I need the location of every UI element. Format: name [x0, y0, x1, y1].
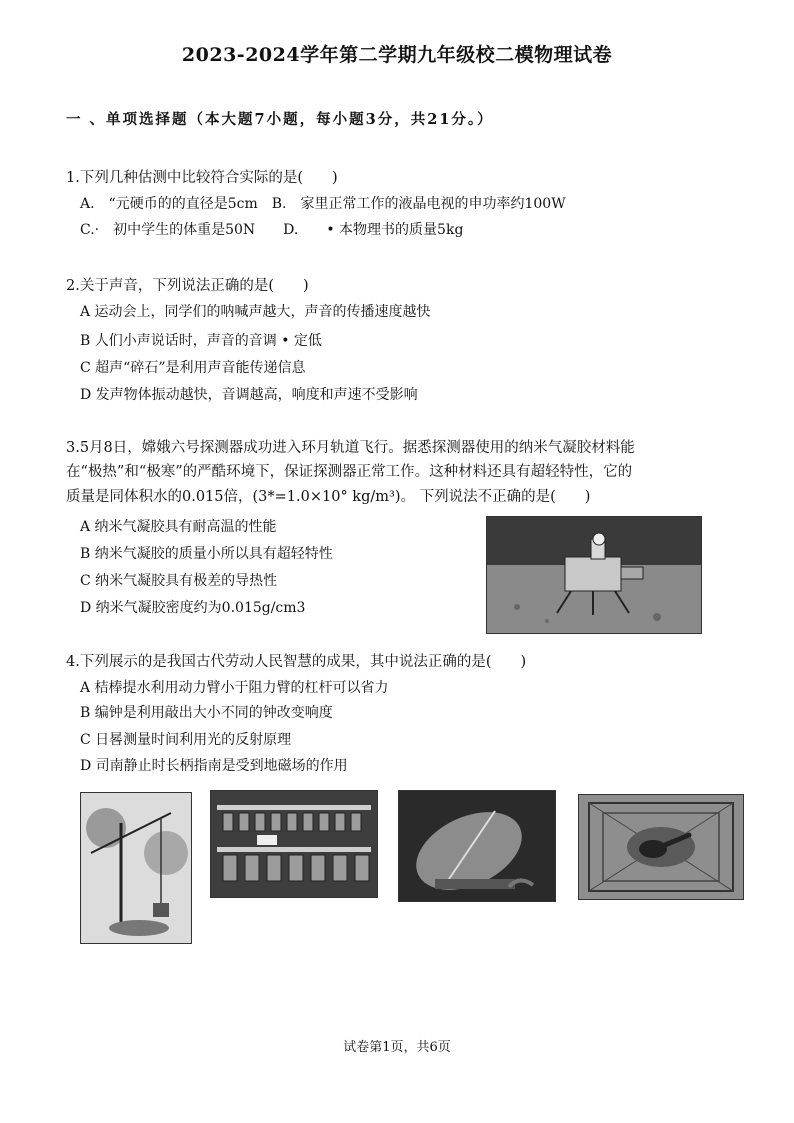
page-title: 2023-2024学年第二学期九年级校二模物理试卷 [181, 44, 613, 66]
question-3-option-a: A 纳米气凝胶具有耐高温的性能 [80, 519, 277, 535]
question-3-option-b: B 纳米气凝胶的质量小所以具有超轻特性 [80, 546, 333, 562]
page-footer: 试卷第1页，共6页 [343, 1040, 451, 1055]
lunar-probe-image [486, 516, 702, 634]
question-4-stem: 4.下列展示的是我国古代劳动人民智慧的成果，其中说法正确的是( ) [66, 654, 527, 670]
question-3-option-c: C 纳米气凝胶具有极差的导热性 [80, 573, 278, 589]
question-2-option-b: B 人们小声说话时，声音的音调 • 定低 [80, 333, 322, 349]
question-3-stem-line3: 质量是同体积水的0.015倍，(3*=1.0×10° kg/m³)。 下列说法不正确的是( ) [66, 489, 591, 505]
question-2-stem: 2.关于声音，下列说法正确的是( ) [66, 278, 309, 294]
sinan-compass-image [578, 794, 744, 900]
question-3-option-d: D 纳米气凝胶密度约为0.015g/cm3 [80, 600, 306, 616]
section-heading: 一 、单项选择题（本大题7小题，每小题3分，共21分。） [66, 111, 494, 128]
question-2-option-c: C 超声“碎石”是利用声音能传递信息 [80, 360, 306, 376]
question-4-option-c: C 日晷测量时间利用光的反射原理 [80, 732, 292, 748]
question-1-options-cd: C.· 初中学生的体重是50N D. • 本物理书的质量5kg [80, 222, 464, 238]
question-4-option-d: D 司南静止时长柄指南是受到地磁场的作用 [80, 758, 348, 774]
question-1-stem: 1.下列几种估测中比较符合实际的是( ) [66, 170, 338, 186]
question-4-option-a: A 桔棒提水利用动力臂小于阻力臂的杠杆可以省力 [80, 680, 389, 696]
question-1-options-ab: A. “元硬币的的直径是5cm B. 家里正常工作的液晶电视的申功率约100W [80, 196, 566, 212]
chime-bells-image [210, 790, 378, 898]
question-3-stem-line1: 3.5月8日，嫦娥六号探测器成功进入环月轨道飞行。据悉探测器使用的纳米气凝胶材料能 [66, 440, 635, 456]
well-sweep-image [80, 792, 192, 944]
question-4-option-b: B 编钟是利用敲出大小不同的钟改变响度 [80, 705, 333, 721]
sundial-image [398, 790, 556, 902]
question-3-stem-line2: 在“极热”和“极寒”的严酷环境下，保证探测器正常工作。这种材料还具有超轻特性，它的 [66, 464, 633, 480]
question-2-option-a: A 运动会上，同学们的呐喊声越大，声音的传播速度越快 [80, 304, 431, 320]
question-2-option-d: D 发声物体振动越快，音调越高，响度和声速不受影响 [80, 387, 418, 403]
